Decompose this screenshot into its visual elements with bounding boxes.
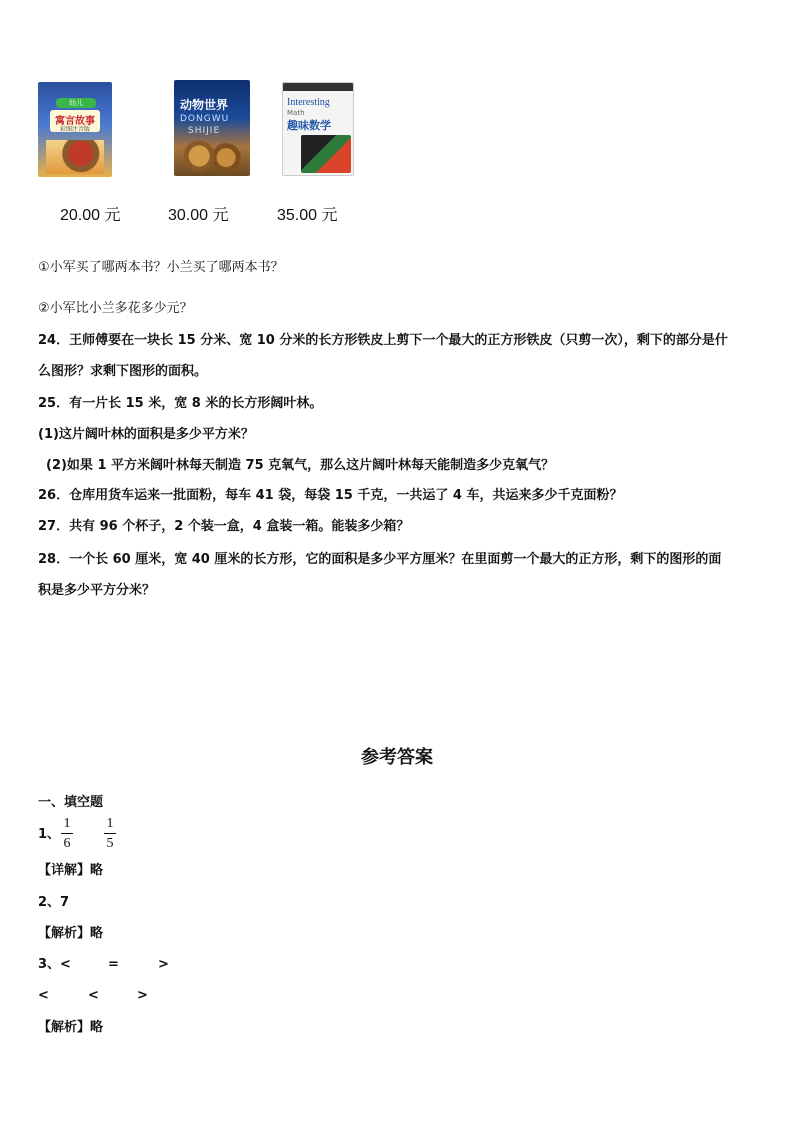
answers-section-title: 一、填空题 — [38, 795, 104, 810]
fraction-bar — [104, 833, 116, 834]
question-25-part2: (2)如果 1 平方米阔叶林每天制造 75 克氧气，那么这片阔叶林每天能制造多少克氧气？ — [46, 458, 555, 473]
fraction-numerator: 1 — [63, 816, 71, 831]
book-title: 寓言故事 — [55, 116, 95, 127]
book-title-en: Interesting — [287, 97, 330, 108]
answer-1-fraction-1 — [61, 816, 73, 851]
price-interesting-math: 35.00 元 — [277, 207, 338, 224]
book-badge: 幼儿 — [56, 98, 96, 108]
question-27: 27．共有 96 个杯子，2 个装一盒，4 盒装一箱。能装多少箱？ — [38, 519, 410, 534]
fraction-denominator: 5 — [106, 836, 114, 851]
fraction-denominator: 6 — [63, 836, 71, 851]
book-title: 动物世界 — [180, 98, 229, 112]
math-tools-image — [301, 135, 351, 173]
book-subtitle: DONGWU — [180, 114, 230, 124]
answer-3-note: 【解析】略 — [38, 1020, 104, 1035]
question-24-line2: 么图形？求剩下图形的面积。 — [38, 364, 208, 379]
price-fables: 20.00 元 — [60, 207, 121, 224]
answer-3-row2-1: < — [38, 988, 49, 1003]
book-spine-stripe — [283, 83, 354, 91]
fraction-bar — [61, 833, 73, 834]
book-cover-fables — [38, 82, 112, 177]
lion-image — [180, 140, 244, 172]
answer-2: 2、7 — [38, 895, 70, 910]
answer-2-note: 【解析】略 — [38, 926, 104, 941]
book-subtitle: 彩图注音版 — [59, 126, 90, 133]
answer-1-label: 1、 — [38, 827, 61, 842]
question-28-line1: 28．一个长 60 厘米，宽 40 厘米的长方形，它的面积是多少平方厘米？在里面剪一个最大的正方形，剩下的图形的面 — [38, 552, 722, 567]
answer-3-equals: = — [108, 957, 119, 972]
answer-1-note: 【详解】略 — [38, 863, 104, 878]
answers-heading: 参考答案 — [361, 747, 433, 768]
answer-3-row2-2: < — [88, 988, 99, 1003]
question-28-line2: 积是多少平方分米？ — [38, 583, 156, 598]
question-1: ①小军买了哪两本书？小兰买了哪两本书？ — [38, 260, 284, 275]
book-illustration — [46, 140, 104, 174]
book-cover-interesting-math — [282, 82, 354, 176]
question-25: 25．有一片长 15 米，宽 8 米的长方形阔叶林。 — [38, 396, 323, 411]
question-25-part1: (1)这片阔叶林的面积是多少平方米？ — [38, 427, 254, 442]
question-26: 26．仓库用货车运来一批面粉，每车 41 袋，每袋 15 千克，一共运了 4 车，共运来多少千克面粉？ — [38, 488, 623, 503]
question-2: ②小军比小兰多花多少元？ — [38, 301, 193, 316]
answer-3-greater: > — [158, 957, 169, 972]
question-24-line1: 24．王师傅要在一块长 15 分米、宽 10 分米的长方形铁皮上剪下一个最大的正方形铁皮（只剪一次），剩下的部分是什 — [38, 333, 728, 348]
answer-3-row2-3: > — [137, 988, 148, 1003]
book-subtitle: SHIJIE — [188, 126, 221, 136]
book-cover-animal-world — [174, 80, 250, 176]
fraction-numerator: 1 — [106, 816, 114, 831]
answer-3-label: 3、< — [38, 957, 71, 972]
book-title: 趣味数学 — [287, 119, 331, 132]
answer-1-fraction-2 — [104, 816, 116, 851]
book-title-en2: Math — [287, 109, 305, 117]
price-animal-world: 30.00 元 — [168, 207, 229, 224]
